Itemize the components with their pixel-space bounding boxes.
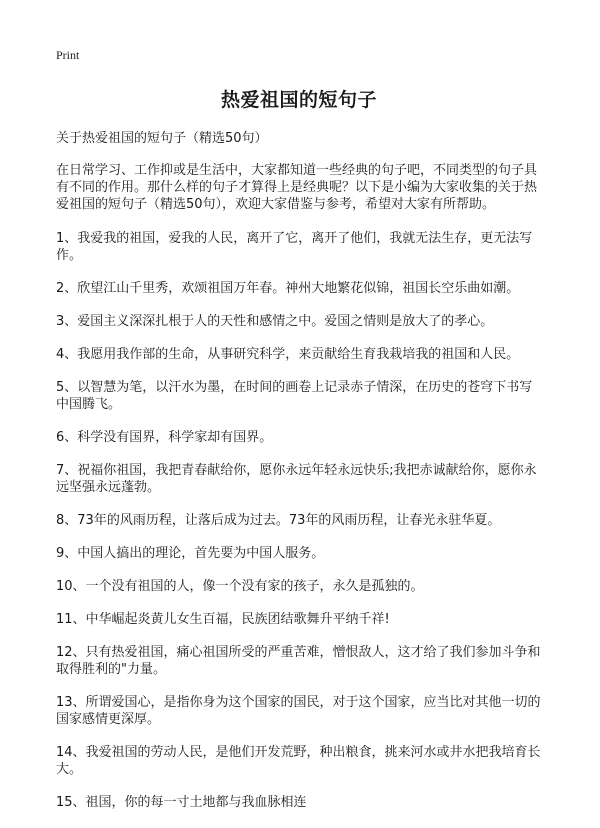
quote-item-11: 11、中华崛起炎黄儿女生百福，民族团结歌舞升平纳千祥!	[56, 612, 390, 627]
print-link[interactable]: Print	[56, 48, 80, 62]
quote-item-5: 5、以智慧为笔，以汗水为墨，在时间的画卷上记录赤子情深，在历史的苍穹下书写中国腾飞。	[56, 380, 533, 412]
quote-item-14: 14、我爱祖国的劳动人民，是他们开发荒野，种出粮食，挑来河水或井水把我培育长大。	[56, 745, 541, 777]
document-subtitle: 关于热爱祖国的短句子（精选50句）	[56, 131, 268, 146]
intro-paragraph: 在日常学习、工作抑或是生活中，大家都知道一些经典的句子吧，不同类型的句子具有不同的作用。那什么样的句子才算得上是经典呢？以下是小编为大家收集的关于热爱祖国的短句子（精选50句），欢迎大家借鉴与参考，希望对大家有所帮助。	[56, 163, 538, 212]
quote-item-10: 10、一个没有祖国的人，像一个没有家的孩子，永久是孤独的。	[56, 579, 424, 594]
quote-item-7: 7、祝福你祖国，我把青春献给你，愿你永远年轻永远快乐;我把赤诚献给你，愿你永远坚强永远蓬勃。	[56, 463, 537, 495]
quote-item-2: 2、欣望江山千里秀，欢颂祖国万年春。神州大地繁花似锦，祖国长空乐曲如潮。	[56, 281, 520, 296]
page-title: 热爱祖国的短句子	[220, 89, 377, 111]
quote-item-3: 3、爱国主义深深扎根于人的天性和感情之中。爱国之情则是放大了的孝心。	[56, 314, 494, 329]
quote-item-13: 13、所谓爱国心，是指你身为这个国家的国民，对于这个国家，应当比对其他一切的国家感情更深厚。	[56, 695, 541, 727]
quote-item-9: 9、中国人搞出的理论，首先要为中国人服务。	[56, 546, 325, 561]
quote-item-6: 6、科学没有国界，科学家却有国界。	[56, 430, 273, 445]
quote-item-15: 15、祖国，你的每一寸土地都与我血脉相连	[56, 795, 307, 810]
quote-item-12: 12、只有热爱祖国，痛心祖国所受的严重苦难，憎恨敌人，这才给了我们参加斗争和取得胜利的"力量。	[56, 645, 541, 677]
quote-item-4: 4、我愿用我作部的生命，从事研究科学，来贡献给生育我栽培我的祖国和人民。	[56, 347, 520, 362]
quote-item-1: 1、我爱我的祖国，爱我的人民，离开了它，离开了他们，我就无法生存，更无法写作。	[56, 231, 533, 263]
quote-item-8: 8、73年的风雨历程，让落后成为过去。73年的风雨历程，让春光永驻华夏。	[56, 513, 501, 528]
